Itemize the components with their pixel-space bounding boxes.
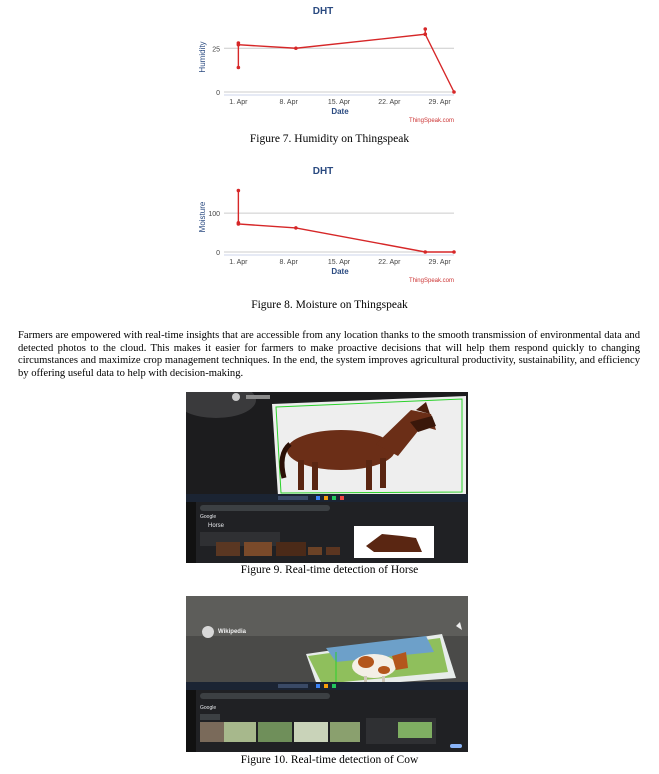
x-tick-label: 29. Apr (428, 99, 451, 106)
x-tick-label: 8. Apr (279, 259, 298, 266)
data-point (237, 43, 241, 47)
figure-8-caption: Figure 8. Moisture on Thingspeak (251, 299, 408, 311)
x-tick-label: 22. Apr (378, 99, 401, 106)
cow-detection-photo (186, 596, 468, 752)
horse-photo-illustration (186, 392, 468, 563)
humidity-chart-svg (0, 0, 659, 128)
search-result-title: Horse (208, 523, 225, 529)
x-tick-label: 15. Apr (327, 259, 351, 266)
data-point (452, 90, 456, 94)
humidity-chart (0, 0, 659, 128)
y-tick-label: 25 (212, 46, 220, 54)
data-point (294, 46, 298, 50)
data-point (294, 226, 298, 230)
data-point (423, 32, 427, 36)
data-point (452, 250, 456, 254)
series-line (238, 29, 454, 92)
google-logo-text: Google (200, 514, 217, 520)
chart-title: DHT (312, 166, 334, 177)
thingspeak-credit: ThingSpeak.com (408, 118, 454, 124)
series-line (238, 191, 454, 252)
wikipedia-label: Wikipedia (218, 629, 246, 635)
moisture-chart (0, 160, 659, 288)
horse-detection-photo (186, 392, 468, 563)
y-tick-label: 0 (216, 90, 220, 97)
body-paragraph: Farmers are empowered with real-time insights that are accessible from any location thanks to the smooth transmission of environmental data and detected photos to the cloud. This makes it easier for farmers to make proactive decisions that will help them respond quickly to changing circumstances and maximize crop management techniques. In the end, the system improves agricultural productivity, sustainability, and efficiency by offering useful data to help with decision-making. (18, 330, 640, 379)
y-axis-label: Moisture (198, 201, 207, 233)
figure-7-caption: Figure 7. Humidity on Thingspeak (249, 133, 410, 145)
chart-title: DHT (312, 6, 334, 17)
x-tick-label: 1. Apr (229, 99, 248, 106)
moisture-chart-svg (0, 160, 659, 288)
figure-9-caption: Figure 9. Real-time detection of Horse (240, 564, 419, 576)
x-tick-label: 29. Apr (428, 259, 451, 266)
x-tick-label: 22. Apr (378, 259, 401, 266)
y-tick-label: 100 (208, 211, 220, 219)
data-point (237, 189, 241, 193)
google-logo-text: Google (200, 705, 217, 711)
x-axis-label: Date (331, 267, 349, 276)
data-point (423, 250, 427, 254)
x-axis-label: Date (331, 107, 349, 116)
y-axis-label: Humidity (198, 41, 207, 73)
x-tick-label: 8. Apr (279, 99, 298, 106)
cow-photo-illustration (186, 596, 468, 752)
data-point (237, 222, 241, 226)
data-point (237, 66, 241, 70)
y-tick-label: 0 (216, 250, 220, 257)
thingspeak-credit: ThingSpeak.com (408, 278, 454, 284)
x-tick-label: 1. Apr (229, 259, 248, 266)
figure-10-caption: Figure 10. Real-time detection of Cow (240, 754, 419, 766)
x-tick-label: 15. Apr (327, 99, 351, 106)
data-point (423, 27, 427, 31)
